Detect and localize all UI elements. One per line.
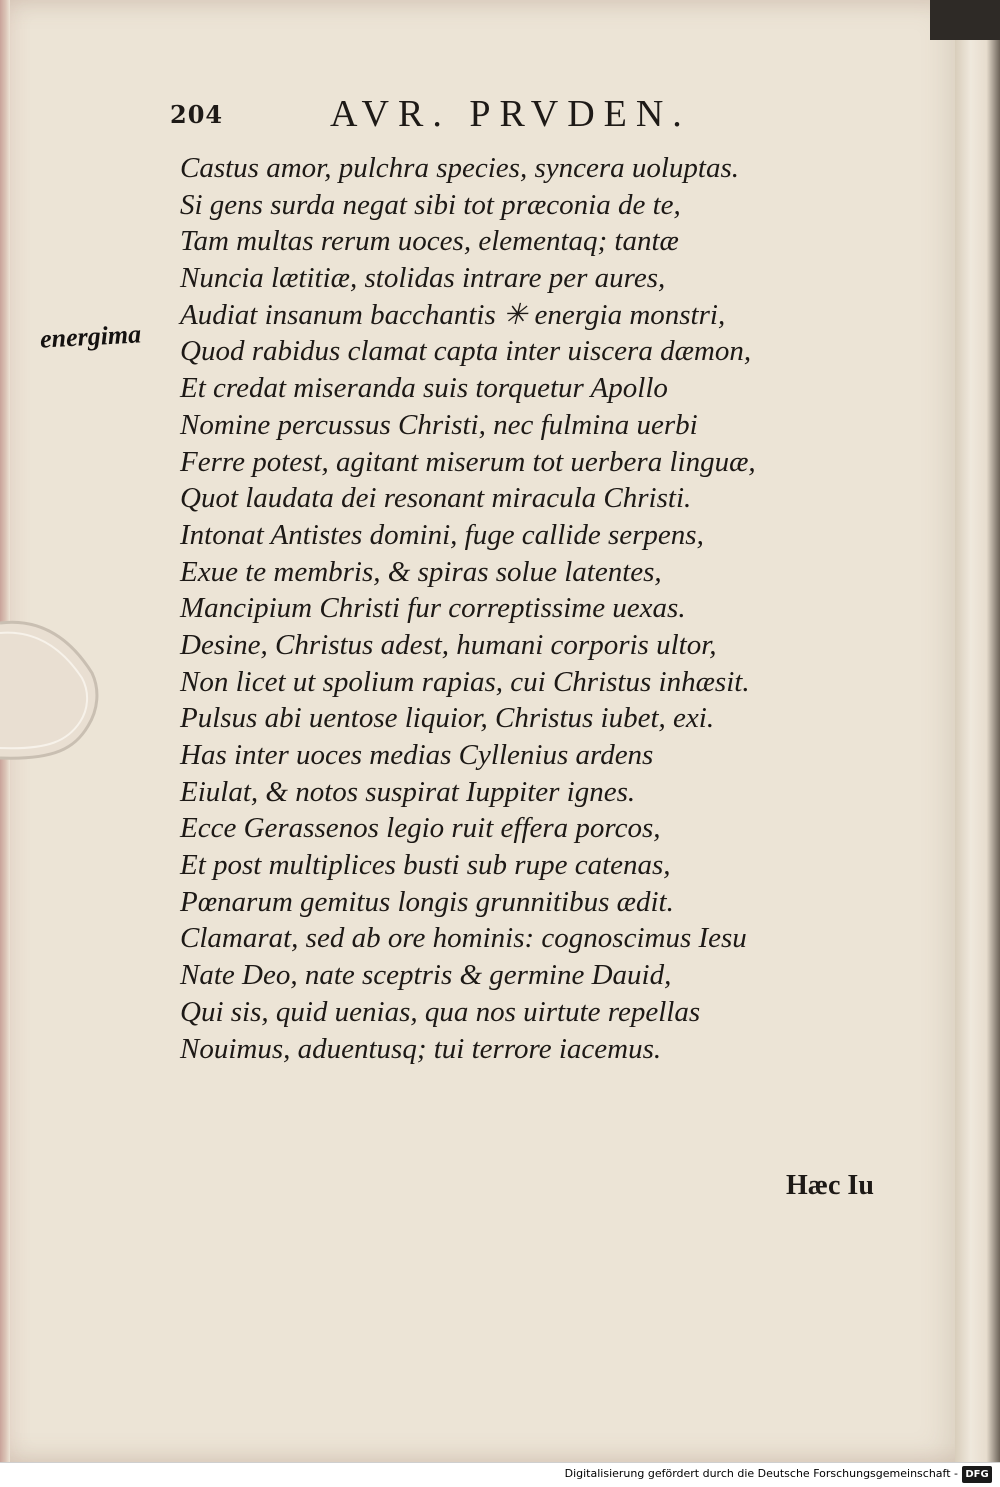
verse-line: Quot laudata dei resonant miracula Christi. bbox=[180, 482, 692, 515]
running-title: AVR. PRVDEN. bbox=[330, 93, 691, 135]
digitization-footer bbox=[0, 1462, 1000, 1487]
funding-credit: Digitalisierung gefördert durch die Deutsche Forschungsgemeinschaft - bbox=[564, 1467, 958, 1480]
verse-line: Eiulat, & notos suspirat Iuppiter ignes. bbox=[180, 775, 636, 808]
verse-line: Nomine percussus Christi, nec fulmina uerbi bbox=[180, 408, 698, 441]
verse-line: Exue te membris, & spiras solue latentes, bbox=[180, 555, 662, 588]
verse-line: Audiat insanum bacchantis ✳ energia monstri, bbox=[180, 298, 726, 331]
page-header bbox=[170, 92, 770, 135]
book-gutter bbox=[955, 0, 1000, 1462]
verse-line: Mancipium Christi fur correptissime uexas. bbox=[180, 592, 686, 625]
verse-line: Et post multiplices busti sub rupe catenas, bbox=[180, 849, 671, 882]
verse-line: Ferre potest, agitant miserum tot uerbera linguæ, bbox=[180, 445, 756, 478]
page-number: 204 bbox=[170, 100, 224, 129]
handwritten-margin-note: energima bbox=[39, 319, 142, 354]
verse-line: Nouimus, aduentusq; tui terrore iacemus. bbox=[180, 1032, 662, 1065]
dfg-logo: DFG bbox=[962, 1466, 992, 1483]
verse-line: Castus amor, pulchra species, syncera uoluptas. bbox=[180, 152, 740, 184]
verse-line: Nuncia lætitiæ, stolidas intrare per aures, bbox=[180, 262, 666, 295]
page-tab-marker bbox=[0, 618, 100, 763]
verse-line: Ecce Gerassenos legio ruit effera porcos, bbox=[180, 812, 661, 845]
verse-line: Tam multas rerum uoces, elementaq; tantæ bbox=[180, 225, 679, 258]
verse-line: Et credat miseranda suis torquetur Apollo bbox=[180, 372, 668, 405]
verse-line: Qui sis, quid uenias, qua nos uirtute repellas bbox=[180, 995, 701, 1028]
verse-line: Clamarat, sed ab ore hominis: cognoscimus Iesu bbox=[180, 922, 747, 955]
verse-line: Pulsus abi uentose liquior, Christus iubet, exi. bbox=[180, 702, 715, 735]
catchword: Hæc Iu bbox=[786, 1170, 874, 1201]
book-binding bbox=[930, 0, 1000, 40]
verse-line: Desine, Christus adest, humani corporis ultor, bbox=[180, 628, 717, 661]
verse-line: Nate Deo, nate sceptris & germine Dauid, bbox=[180, 959, 672, 992]
verse-line: Non licet ut spolium rapias, cui Christus inhæsit. bbox=[180, 665, 750, 698]
verse-line: Pœnarum gemitus longis grunnitibus ædit. bbox=[180, 885, 674, 918]
verse-line: Intonat Antistes domini, fuge callide serpens, bbox=[180, 518, 704, 551]
verse-line: Has inter uoces medias Cyllenius ardens bbox=[180, 739, 654, 771]
verse-line: Si gens surda negat sibi tot præconia de te, bbox=[180, 188, 681, 221]
verse-block bbox=[180, 150, 820, 1067]
verse-line: Quod rabidus clamat capta inter uiscera dæmon, bbox=[180, 335, 752, 368]
